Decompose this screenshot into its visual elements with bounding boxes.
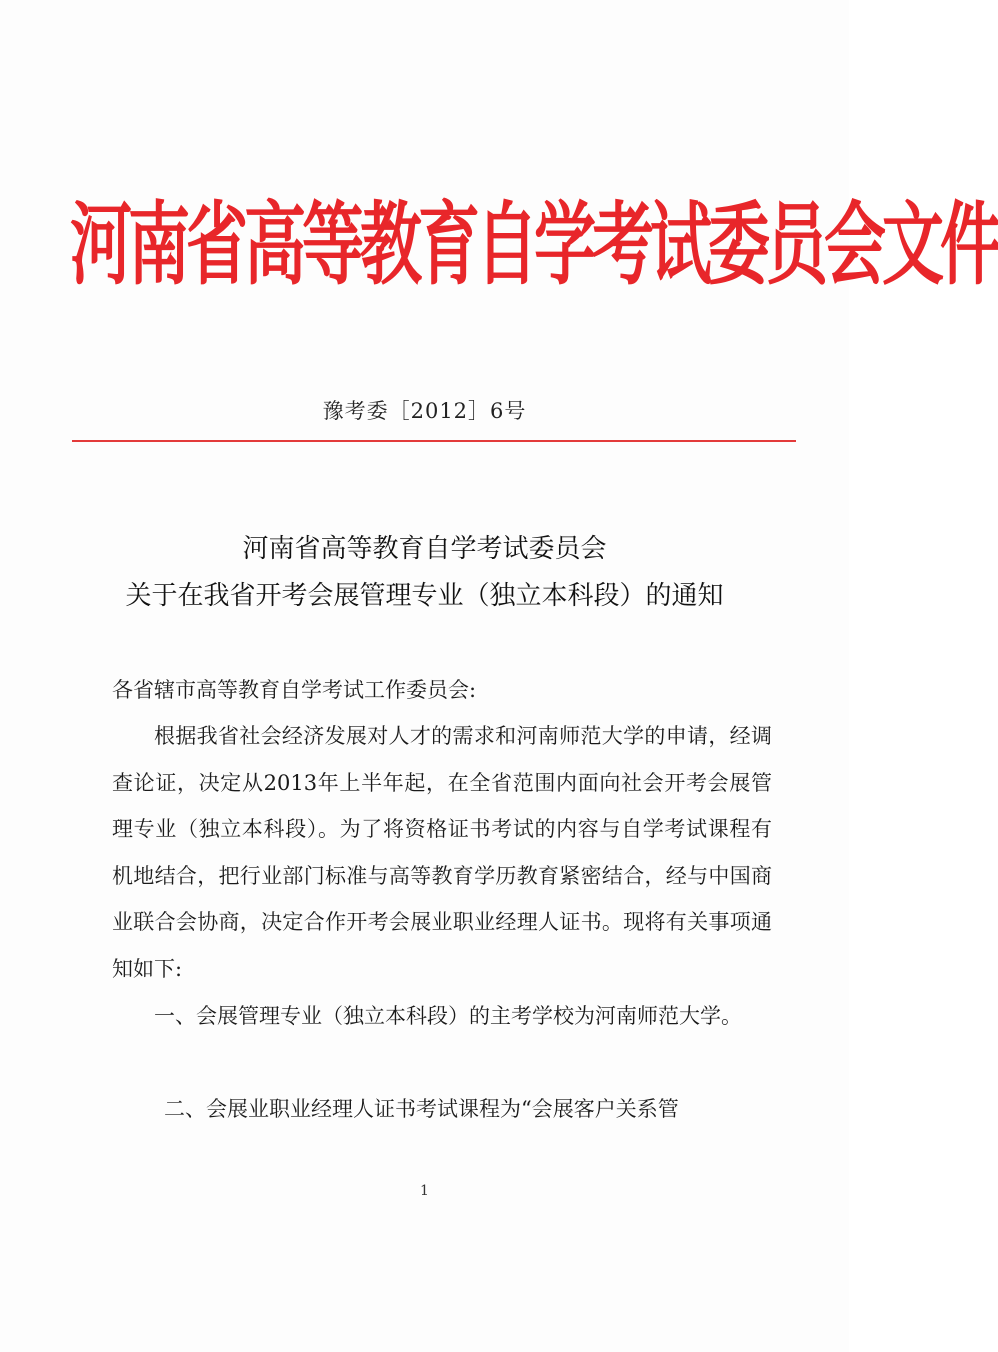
paragraph-item-2: 二、会展业职业经理人证书考试课程为“会展客户关系管 [164,1097,679,1121]
paragraph-intro: 根据我省社会经济发展对人才的需求和河南师范大学的申请，经调查论证，决定从2013年上半年起，在全省范围内面向社会开考会展管理专业（独立本科段）。为了将资格证书考试的内容与自学考试课程有机地结合，把行业部门标准与高等教育学历教育紧密结合，经与中国商业联合会协商，决定合作开考会展业职业经理人证书。现将有关事项通知如下: [112,724,772,981]
notice-title-line2: 关于在我省开考会展管理专业（独立本科段）的通知 [125,581,724,611]
document-number: 豫考委［2012］6号 [322,399,527,423]
salutation: 各省辖市高等教育自学考试工作委员会: [112,678,477,702]
notice-title-line1: 河南省高等教育自学考试委员会 [242,534,607,564]
issuer-banner: 河南省高等教育自学考试委员会文件 [70,191,998,298]
paragraph-item-1: 一、会展管理专业（独立本科段）的主考学校为河南师范大学。 [154,1004,742,1028]
red-divider-rule [72,440,796,442]
page-number: 1 [420,1183,429,1199]
